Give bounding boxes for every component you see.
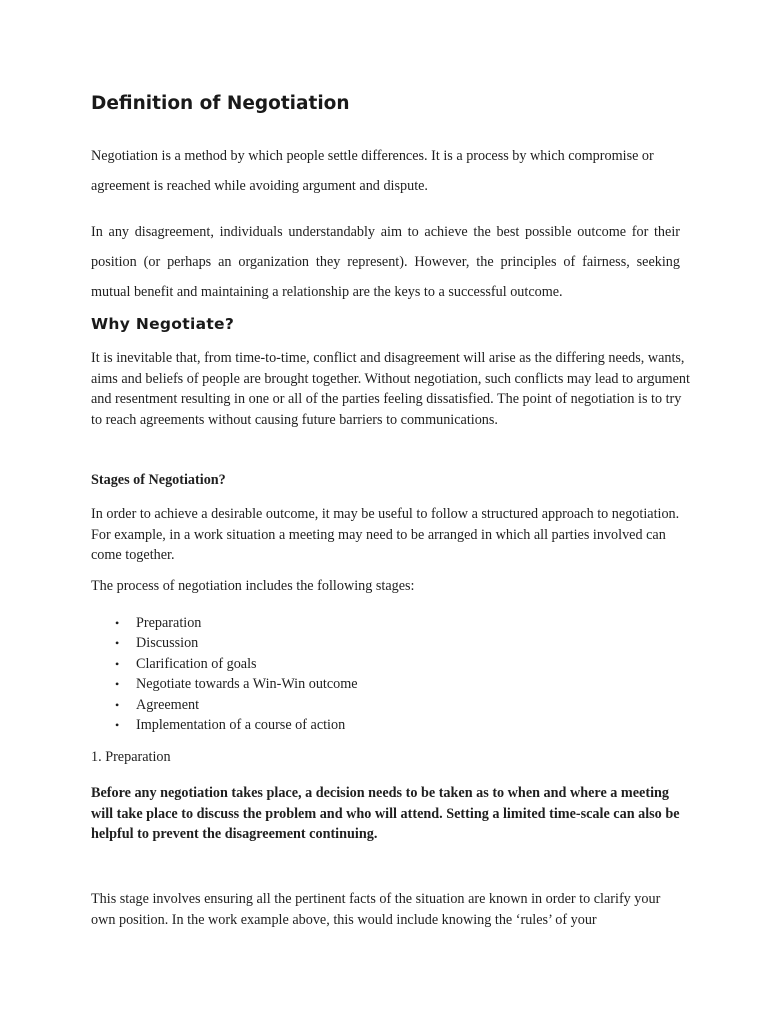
preparation-bold-paragraph: Before any negotiation takes place, a decision needs to be taken as to when and where a meeting will take place to discuss the problem and who will attend. Setting a limited time-scale can also be helpful to prevent the disagreement continuing.	[91, 785, 680, 843]
list-item	[91, 654, 358, 674]
list-item-label: Clarification of goals	[136, 655, 257, 672]
preparation-label: 1. Preparation	[91, 749, 171, 765]
bullet-icon: •	[115, 717, 120, 732]
list-item	[91, 715, 358, 735]
bullet-icon: •	[115, 616, 120, 630]
intro-paragraph-2: In any disagreement, individuals understandably aim to achieve the best possible outcome for their position (or perhaps an organization they represent). However, the principles of fairness, seeking mutual benefit and maintaining a relationship are the keys to a successful outcome.	[91, 224, 680, 300]
list-item-label: Agreement	[136, 696, 200, 713]
process-intro: The process of negotiation includes the following stages:	[91, 578, 415, 594]
stages-heading: Stages of Negotiation?	[91, 472, 226, 488]
list-item-label: Preparation	[136, 615, 202, 631]
bullet-icon: •	[115, 677, 120, 692]
list-item	[91, 674, 358, 694]
document-title: Definition of Negotiation	[91, 93, 350, 114]
why-negotiate-paragraph: It is inevitable that, from time-to-time, conflict and disagreement will arise as the differing needs, wants, aims and beliefs of people are brought together. Without negotiation, such conflicts may lead to argument and resentment resulting in one or all of the parties feeling dissatisfied. The point of negotiation is to try to reach agreements without causing future barriers to communications.	[91, 350, 690, 428]
list-item-label: Discussion	[136, 635, 199, 652]
stages-paragraph: In order to achieve a desirable outcome, it may be useful to follow a structured approach to negotiation. For example, in a work situation a meeting may need to be arranged in which all parties involved can come together.	[91, 506, 680, 563]
list-item	[91, 633, 358, 653]
bullet-icon: •	[115, 697, 120, 712]
list-item-label: Implementation of a course of action	[136, 716, 346, 733]
list-item	[91, 695, 358, 715]
stage-list	[91, 613, 358, 735]
bullet-icon: •	[115, 656, 120, 671]
list-item-label: Negotiate towards a Win-Win outcome	[136, 676, 358, 693]
intro-paragraph-1: Negotiation is a method by which people settle differences. It is a process by which compromise or agreement is reached while avoiding argument and dispute.	[91, 148, 654, 194]
preparation-paragraph: This stage involves ensuring all the pertinent facts of the situation are known in order to clarify your own position. In the work example above, this would include knowing the ‘rules’ of your	[91, 891, 661, 928]
bullet-icon: •	[115, 636, 120, 651]
why-negotiate-heading: Why Negotiate?	[91, 315, 235, 333]
list-item	[91, 613, 358, 633]
